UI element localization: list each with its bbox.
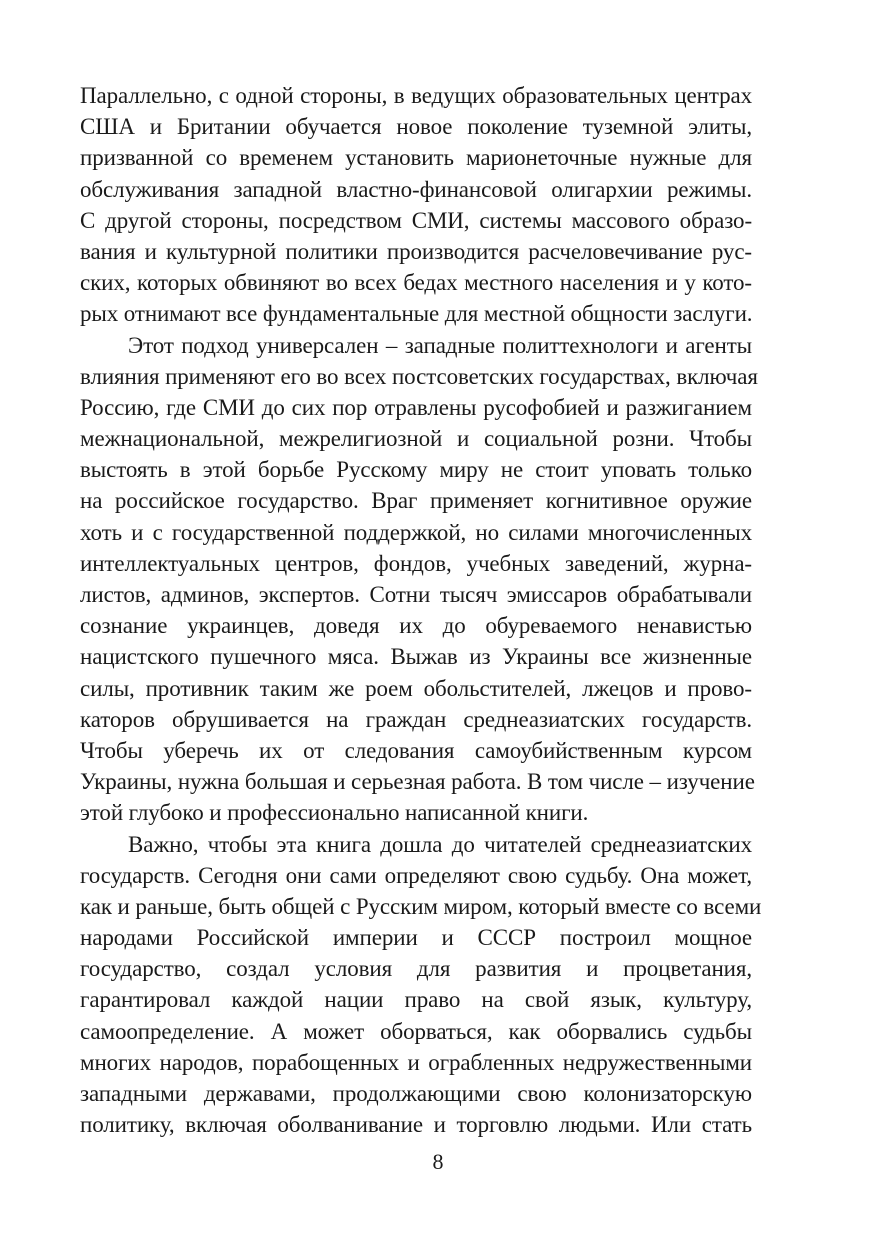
text-line: на российское государство. Враг применяет когнитивное оружие	[80, 488, 752, 514]
text-line: как и раньше, быть общей с Русским миром, который вместе со всеми	[80, 893, 762, 919]
text-line: гарантировал каждой нации право на свой язык, культуру,	[80, 987, 752, 1013]
text-line: Чтобы уберечь их от следования самоубийственным курсом	[80, 737, 752, 763]
text-line: нацистского пушечного мяса. Выжав из Украины все жизненные	[80, 644, 752, 670]
text-line: интеллектуальных центров, фондов, учебных заведений, журна-	[80, 550, 752, 576]
text-line: Важно, чтобы эта книга дошла до читателей среднеазиатских	[128, 831, 752, 857]
text-line: государство, создал условия для развития и процветания,	[80, 956, 752, 982]
text-line: хоть и с государственной поддержкой, но силами многочисленных	[80, 519, 752, 545]
page-number: 8	[432, 1149, 444, 1174]
text-line: силы, противник таким же роем обольстителей, лжецов и прово-	[80, 675, 752, 701]
text-line: Украины, нужна большая и серьезная работа. В том числе – изучение	[80, 769, 755, 795]
text-line: многих народов, порабощенных и ограбленных недружественными	[80, 1049, 752, 1075]
text-line: С другой стороны, посредством СМИ, системы массового образо-	[80, 207, 752, 233]
text-line: межнациональной, межрелигиозной и социальной розни. Чтобы	[80, 426, 752, 452]
text-line: листов, админов, экспертов. Сотни тысяч эмиссаров обрабатывали	[80, 582, 752, 607]
text-line: самоопределение. А может оборваться, как оборвались судьбы	[80, 1018, 752, 1044]
text-line: Россию, где СМИ до сих пор отравлены русофобией и разжиганием	[80, 394, 752, 420]
paragraph-3	[80, 829, 762, 1141]
text-line: народами Российской империи и СССР построил мощное	[80, 925, 752, 951]
text-line: США и Британии обучается новое поколение туземной элиты,	[80, 114, 752, 140]
text-line: призванной со временем установить марионеточные нужные для	[80, 145, 752, 171]
text-line: Параллельно, с одной стороны, в ведущих образовательных центрах	[80, 83, 752, 108]
text-line: государств. Сегодня они сами определяют свою судьбу. Она может,	[80, 862, 752, 888]
text-line: выстоять в этой борьбе Русскому миру не стоит уповать только	[80, 457, 752, 483]
text-line: политику, включая оболванивание и торговлю людьми. Или стать	[80, 1112, 752, 1138]
text-line: ских, которых обвиняют во всех бедах местного населения и у кото-	[80, 270, 752, 296]
text-line: Этот подход универсален – западные политтехнологи и агенты	[128, 332, 752, 358]
text-line: обслуживания западной властно-финансовой олигархии режимы.	[80, 176, 752, 202]
paragraph-1	[80, 80, 752, 330]
text-line: рых отнимают все фундаментальные для местной общности заслуги.	[80, 301, 753, 327]
text-line: вания и культурной политики производится расчеловечивание рус-	[80, 238, 752, 264]
text-line: этой глубоко и профессионально написанной книги.	[80, 800, 589, 826]
body-text	[80, 80, 762, 1140]
text-line: каторов обрушивается на граждан среднеазиатских государств.	[80, 706, 752, 732]
paragraph-2	[80, 330, 758, 829]
text-line: западными державами, продолжающими свою колонизаторскую	[80, 1081, 752, 1106]
text-line: влияния применяют его во всех постсоветских государствах, включая	[80, 363, 758, 389]
text-line: сознание украинцев, доведя их до обуреваемого ненавистью	[80, 613, 752, 639]
